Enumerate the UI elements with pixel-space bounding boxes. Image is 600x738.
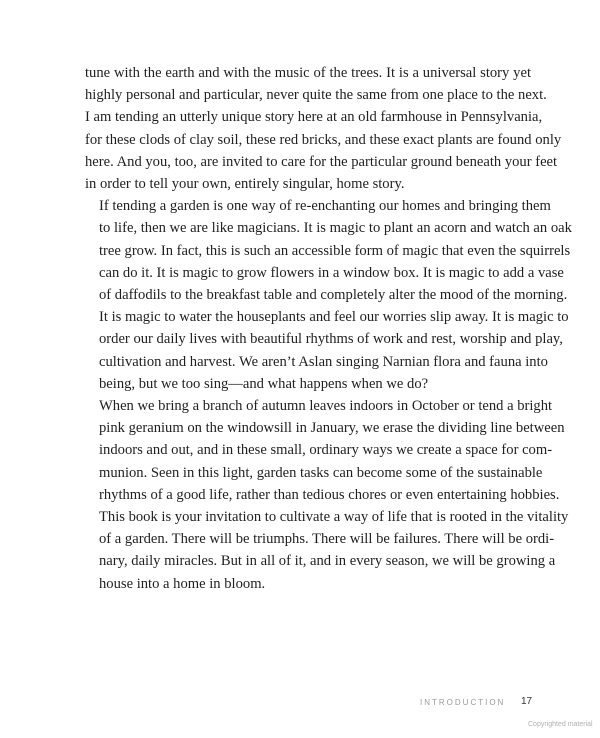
body-text	[85, 62, 572, 595]
text-line: here. And you, too, are invited to care for the particular ground beneath your feet	[85, 153, 558, 170]
paragraph	[85, 395, 569, 595]
text-line: house into a home in bloom.	[99, 575, 266, 592]
text-line: highly personal and particular, never quite the same from one place to the next.	[85, 87, 547, 104]
text-line: rhythms of a good life, rather than tedious chores or even entertaining hobbies.	[99, 486, 560, 503]
text-line: can do it. It is magic to grow flowers in a window box. It is magic to add a vase	[99, 264, 564, 281]
text-line: of daffodils to the breakfast table and completely alter the mood of the morning.	[99, 287, 568, 304]
text-line: in order to tell your own, entirely singular, home story.	[85, 176, 405, 193]
text-line: order our daily lives with beautiful rhythms of work and rest, worship and play,	[99, 331, 563, 348]
text-line: pink geranium on the windowsill in January, we erase the dividing line between	[99, 420, 565, 437]
text-line: being, but we too sing—and what happens when we do?	[99, 375, 429, 392]
running-head: INTRODUCTION	[420, 698, 506, 707]
text-line: If tending a garden is one way of re-enchanting our homes and bringing them	[99, 198, 551, 215]
text-line: tree grow. In fact, this is such an accessible form of magic that even the squirrels	[99, 242, 571, 259]
text-line: tune with the earth and with the music of the trees. It is a universal story yet	[85, 65, 531, 81]
text-line: cultivation and harvest. We aren’t Aslan singing Narnian flora and fauna into	[99, 353, 548, 370]
text-line: I am tending an utterly unique story here at an old farmhouse in Pennsylvania,	[85, 109, 543, 126]
text-line: munion. Seen in this light, garden tasks can become some of the sustainable	[99, 464, 543, 481]
text-line: It is magic to water the houseplants and feel our worries slip away. It is magic to	[99, 309, 569, 326]
copyright-watermark: Copyrighted material	[528, 721, 593, 728]
text-line: This book is your invitation to cultivate a way of life that is rooted in the vitality	[99, 509, 569, 526]
text-line: When we bring a branch of autumn leaves indoors in October or tend a bright	[99, 398, 553, 415]
paragraph	[85, 195, 572, 395]
paragraph	[85, 62, 562, 195]
text-line: nary, daily miracles. But in all of it, and in every season, we will be growing a	[99, 553, 556, 570]
text-line: indoors and out, and in these small, ordinary ways we create a space for com-	[99, 442, 553, 459]
page-number: 17	[521, 696, 533, 707]
text-line: to life, then we are like magicians. It is magic to plant an acorn and watch an oak	[99, 220, 572, 237]
text-line: of a garden. There will be triumphs. There will be failures. There will be ordi-	[99, 531, 555, 548]
text-line: for these clods of clay soil, these red bricks, and these exact plants are found only	[85, 131, 562, 148]
